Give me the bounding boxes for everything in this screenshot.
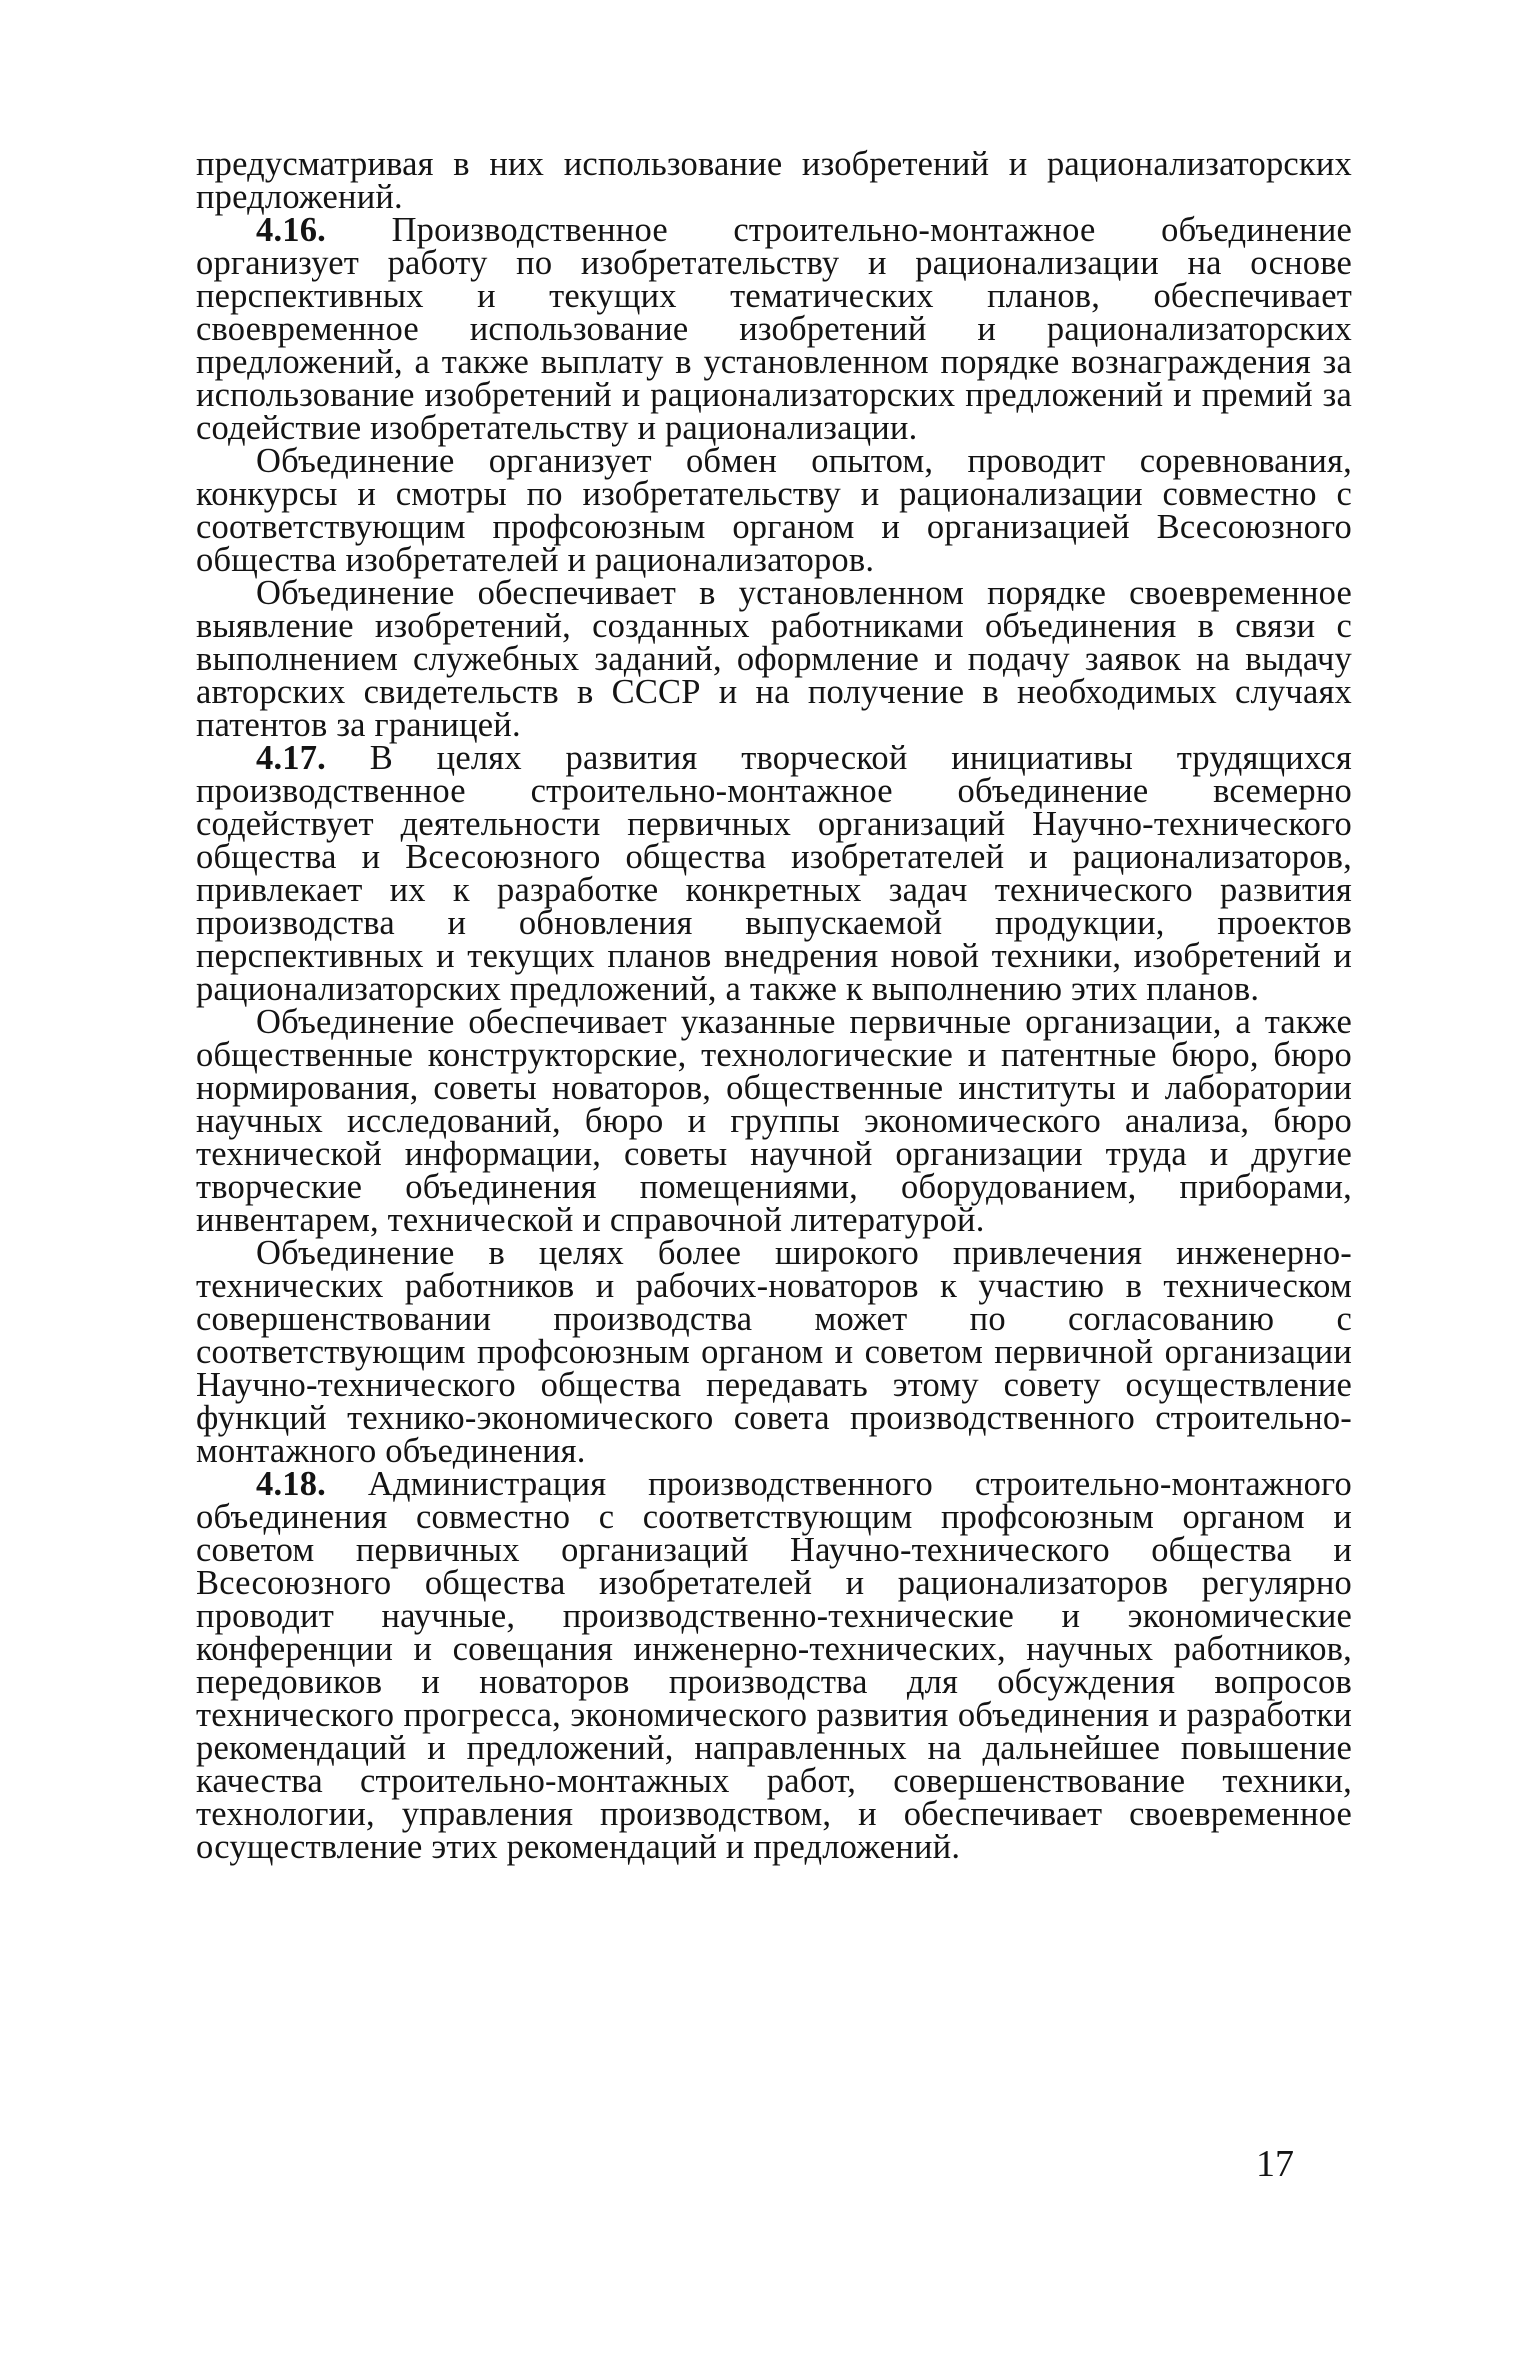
paragraph-inventions-detection: Объединение обеспечивает в установленном порядке своевременное выявление изобретений, созданных работниками объединения в связи с выполнением служебных заданий, оформление и подачу заявок на выдачу авторских свидетельств в СССР и на получение в необходимых случаях патентов за границей.: [196, 574, 1352, 744]
paragraph-4-17: 4.17. В целях развития творческой инициативы трудящихся производственное строительно-монтажное объединение всемерно содействует деятельности первичных организаций Научно-технического общества и Всесоюзного общества изобретателей и рационализаторов, привлекает их к разработке конкретных задач технического развития производства и обновления выпускаемой продукции, проектов перспективных и текущих планов внедрения новой техники, изобретений и рационализаторских предложений, а также к выполнению этих планов.: [196, 739, 1352, 1008]
paragraph-technical-council: Объединение в целях более широкого привлечения инженерно-технических работников и рабочих-новаторов к участию в техническом совершенствовании производства может по согласованию с соответствующим профсоюзным органом и советом первичной организации Научно-технического общества передавать этому совету осуществление функций технико-экономического совета производственного строительно-монтажного объединения.: [196, 1234, 1352, 1470]
paragraph-exchange-experience: Объединение организует обмен опытом, проводит соревнования, конкурсы и смотры по изобретательству и рационализации совместно с соответствующим профсоюзным органом и организацией Всесоюзного общества изобретателей и рационализаторов.: [196, 442, 1352, 579]
page-number: 17: [1256, 2143, 1294, 2185]
paragraph-continuation: предусматривая в них использование изобретений и рационализаторских предложений.: [196, 145, 1352, 216]
section-number: 4.17.: [256, 739, 326, 777]
document-body: [196, 145, 1352, 1866]
paragraph-provides-organizations: Объединение обеспечивает указанные первичные организации, а также общественные конструкторские, технологические и патентные бюро, бюро нормирования, советы новаторов, общественные институты и лаборатории научных исследований, бюро и группы экономического анализа, бюро технической информации, советы научной организации труда и другие творческие объединения помещениями, оборудованием, приборами, инвентарем, технической и справочной литературой.: [196, 1003, 1352, 1239]
section-number: 4.16.: [256, 211, 326, 249]
paragraph-4-18: 4.18. Администрация производственного строительно-монтажного объединения совместно с соответствующим профсоюзным органом и советом первичных организаций Научно-технического общества и Всесоюзного общества изобретателей и рационализаторов регулярно проводит научные, производственно-технические и экономические конференции и совещания инженерно-технических, научных работников, передовиков и новаторов производства для обсуждения вопросов технического прогресса, экономического развития объединения и разработки рекомендаций и предложений, направленных на дальнейшее повышение качества строительно-монтажных работ, совершенствование техники, технологии, управления производством, и обеспечивает своевременное осуществление этих рекомендаций и предложений.: [196, 1465, 1352, 1866]
paragraph-4-16: 4.16. Производственное строительно-монтажное объединение организует работу по изобретательству и рационализации на основе перспективных и текущих тематических планов, обеспечивает своевременное использование изобретений и рационализаторских предложений, а также выплату в установленном порядке вознаграждения за использование изобретений и рационализаторских предложений и премий за содействие изобретательству и рационализации.: [196, 211, 1352, 447]
section-number: 4.18.: [256, 1465, 326, 1503]
